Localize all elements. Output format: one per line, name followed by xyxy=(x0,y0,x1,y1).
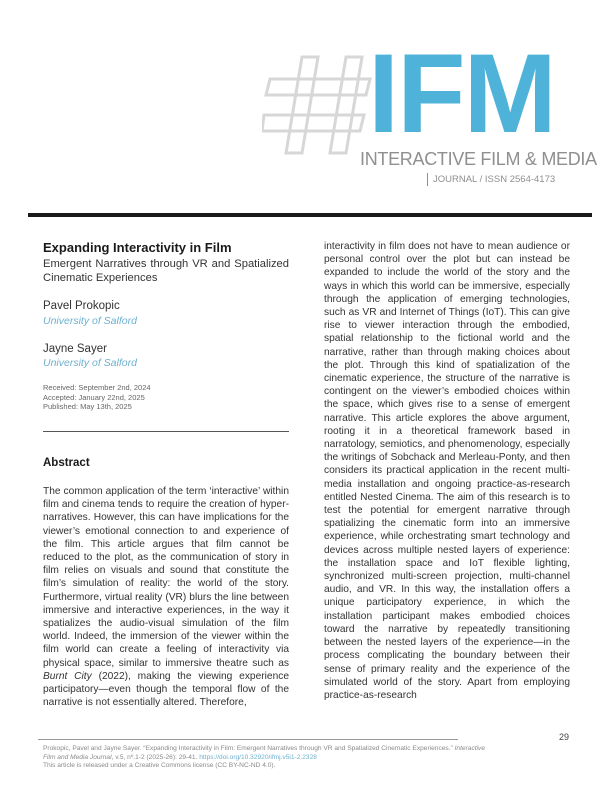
author-name: Jayne Sayer xyxy=(43,343,107,355)
license-text: This article is released under a Creative Commons license (CC BY-NC-ND 4.0). xyxy=(43,762,276,770)
abstract-body-continued: interactivity in film does not have to mean audience or personal control over the plot but can instead be expanded to include the world of the story and the ways in which this world can be immersive, especially through the application of emerging technologies, such as VR and Internet of Things (IoT). This can give rise to viewer interaction through the embodied, spatial relationship to the fictional world and the narrative, rather than through making choices about the plot. Through this kind of spatialization of the cinematic experience, the structure of the narrative is contingent on the viewer’s embodied choices within the space, which gives rise to a sense of emergent narrative. This article explores the above argument, rooting it in a theoretical framework based in narratology, semiotics, and phenomenology, especially the writings of Sobchack and Merleau-Ponty, and then considers its practical application in the recent multi-media installation and ongoing practice-as-research entitled Nested Cinema. The aim of this research is to test the potential for emergent narrative through spatializing the cinematic form into an immersive experience, while orchestrating smart technology and devices across multiple nested layers of experience: the installation space and IoT flexible lighting, synchronized multi-screen projection, multi-channel audio, and VR. In this way, the installation offers a unique participatory experience, in which the installation participant makes embodied choices toward the narrative by repeatedly transitioning between the nested layers of the experience—in the process complicating the boundary between their sense of primary reality and the experience of the simulated world of the story. Apart from employing practice-as-research xyxy=(324,241,570,701)
header-divider xyxy=(28,213,592,217)
article-title: Expanding Interactivity in Film xyxy=(43,240,232,255)
received-date: Received: September 2nd, 2024 xyxy=(43,383,151,392)
citation-journal: Interactive Film and Media Journal xyxy=(43,745,485,761)
journal-logo-hash-icon xyxy=(262,55,372,155)
author-affiliation: University of Salford xyxy=(43,357,137,369)
abstract-body xyxy=(43,485,289,709)
abstract-heading: Abstract xyxy=(43,457,90,469)
accepted-date: Accepted: January 22nd, 2025 xyxy=(43,392,145,402)
article-subtitle: Emergent Narratives through VR and Spatialized Cinematic Experiences xyxy=(43,258,289,284)
journal-name: INTERACTIVE FILM & MEDIA xyxy=(360,149,597,169)
page-number: 29 xyxy=(559,732,570,742)
journal-label-divider xyxy=(427,173,428,186)
abstract-text-end: (2022), making the viewing experience participatory—even though the temporal flow of the narrative is not essentially altered. Therefore, xyxy=(43,670,289,709)
author-name: Pavel Prokopic xyxy=(43,300,120,312)
journal-logo: IFM xyxy=(368,31,555,156)
published-date: Published: May 13th, 2025 xyxy=(43,402,132,411)
journal-issn: JOURNAL / ISSN 2564-4173 xyxy=(433,174,556,185)
section-divider xyxy=(43,431,289,432)
citation-text: Prokopic, Pavel and Jayne Sayer. “Expanding Interactivity in Film: Emergent Narratives through VR and Spatialized Cinematic Experiences.” xyxy=(43,745,455,752)
article-dates xyxy=(43,383,289,412)
abstract-title-reference: Burnt City xyxy=(43,670,92,682)
abstract-text-start: The common application of the term ‘interactive’ within film and cinema tends to require the creation of hyper-narratives. However, this can have implications for the viewer’s emotional connection to and experience of the film. This article argues that film cannot be reduced to the plot, as the communication of story in film relies on visuals and sound that constitute the film’s simulation of reality: the world of the story. Furthermore, virtual reality (VR) blurs the line between immersive and interactive experiences, in the way it spatializes the audio-visual simulation of the film world. Indeed, the immersion of the viewer within the film world can create a feeling of interactivity via physical space, similar to immersive theatre such as xyxy=(43,486,289,669)
footer-divider xyxy=(38,739,458,740)
citation-footer xyxy=(43,745,493,771)
doi-link[interactable]: https://doi.org/10.32920/ifmj.v5i1-2.2328 xyxy=(199,753,317,761)
author-affiliation: University of Salford xyxy=(43,315,137,327)
citation-volume: , v.5, nº.1-2 (2025-26): 29-41. xyxy=(111,753,200,761)
